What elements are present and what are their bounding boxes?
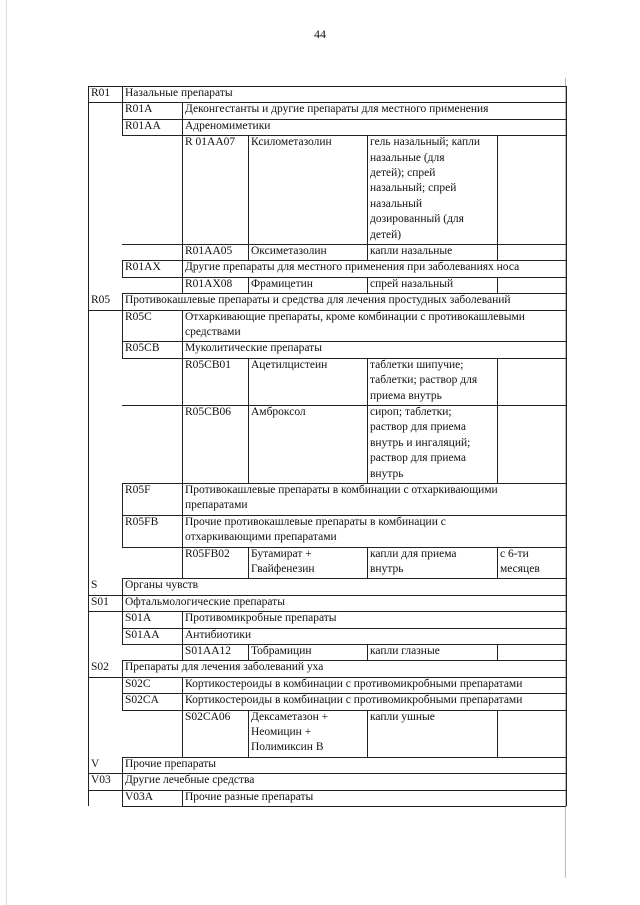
table-rule — [182, 483, 183, 515]
atx-group-name: Назальные препараты — [125, 87, 233, 99]
dosage-form-line: сироп; таблетки; — [370, 406, 452, 418]
dosage-form-line: назальные (для — [370, 151, 445, 164]
drug-name: Ксилометазолин — [251, 136, 332, 149]
atx-subgroup-code: S02CA — [125, 694, 159, 707]
table-rule — [248, 405, 249, 483]
table-rule — [497, 277, 498, 293]
table-rule — [182, 310, 183, 342]
atx-subgroup-code: R05FB — [125, 515, 159, 528]
atx-subgroup-code: S02C — [125, 677, 151, 690]
atx-subgroup-name: Муколитические препараты — [185, 342, 322, 355]
dosage-form-line: таблетки; раствор для — [370, 374, 478, 387]
table-rule — [122, 515, 123, 547]
atx-subgroup-name: Противомикробные препараты — [185, 612, 337, 625]
atx-group-name: Препараты для лечения заболеваний уха — [125, 661, 324, 674]
table-rule — [122, 341, 123, 357]
atx-code: S01AA12 — [185, 645, 232, 657]
atx-code: R05CB01 — [185, 358, 232, 371]
table-rule — [182, 244, 183, 260]
table-rule — [88, 86, 89, 806]
dosage-form — [367, 135, 497, 244]
table-rule — [122, 595, 123, 611]
atx-group-name: Прочие препараты — [125, 757, 217, 770]
table-rule — [367, 244, 368, 260]
drug-name-line: Полимиксин В — [251, 741, 324, 754]
atx-subgroup-name — [182, 483, 566, 515]
atx-code: R01AX08 — [185, 277, 233, 290]
drug-name — [248, 547, 367, 579]
dosage-form-line: дозированный (для — [370, 213, 464, 226]
drug-name: Ацетилцистеин — [251, 358, 328, 371]
table-rule — [122, 611, 123, 627]
dosage-form — [367, 277, 497, 293]
atx-subgroup-name: Кортикостероиды в комбинации с противомикробными препаратами — [185, 677, 523, 690]
table-rule — [182, 628, 183, 644]
atx-group-name: Противокашлевые препараты и средства для лечения простудных заболеваний — [125, 294, 511, 307]
drug-name: Тобрамицин — [251, 645, 312, 657]
atx-subgroup-code: R05F — [125, 484, 151, 496]
table-rule — [248, 135, 249, 244]
table-rule — [122, 790, 123, 806]
atx-subgroup-code: R05CB — [125, 342, 160, 355]
atx-group-code: S01 — [91, 595, 109, 608]
atx-subgroup-code: V03A — [125, 790, 154, 803]
dosage-form — [367, 405, 497, 483]
dosage-form — [367, 244, 497, 260]
dosage-form-line: гель назальный; капли — [370, 136, 481, 149]
atx-subgroup-name: Прочие разные препараты — [185, 790, 314, 803]
table-rule — [122, 102, 123, 118]
table-rule — [122, 260, 123, 276]
dosage-form — [367, 358, 497, 405]
table-rule — [122, 693, 123, 709]
table-rule — [248, 644, 249, 660]
table-rule — [122, 628, 123, 644]
atx-subgroup-name: Деконгестанты и другие препараты для местного применения — [185, 103, 489, 116]
atx-subgroup-name: Кортикостероиды в комбинации с противомикробными препаратами — [185, 694, 523, 707]
atx-subgroup-name-line: отхаркивающими препаратами — [185, 531, 337, 544]
atx-subgroup-name: Другие препараты для местного применения при заболеваниях носа — [185, 261, 520, 274]
atx-group-code: V03 — [91, 774, 111, 787]
atx-code: S02CA06 — [185, 710, 231, 723]
table-rule — [182, 790, 183, 806]
atx-code: R01AA05 — [185, 245, 233, 257]
table-rule — [122, 578, 123, 594]
table-rule — [182, 677, 183, 693]
table-rule — [367, 710, 368, 757]
dosage-form-line: приема внутрь — [370, 389, 442, 402]
drug-name: Амброксол — [251, 406, 306, 418]
scan-edge-left — [6, 0, 7, 905]
dosage-form-line: капли назальные — [370, 245, 453, 257]
atx-group-code: V — [91, 757, 100, 770]
atx-subgroup-name — [182, 310, 566, 342]
drug-name: Оксиметазолин — [251, 245, 327, 257]
table-rule — [566, 86, 567, 806]
drug-name: Фрамицетин — [251, 277, 313, 290]
table-rule — [122, 677, 123, 693]
dosage-form-line: спрей назальный — [370, 277, 454, 290]
table-rule — [122, 293, 123, 309]
atx-code: R05FB02 — [185, 547, 230, 560]
table-rule — [367, 358, 368, 405]
drug-name — [248, 710, 367, 757]
atx-subgroup-name-line: препаратами — [185, 499, 248, 512]
table-rule — [248, 358, 249, 405]
table-rule — [367, 644, 368, 660]
drug-name-line: Дексаметазон + — [251, 710, 329, 723]
table-rule — [122, 773, 123, 789]
age-note-line: с 6-ти — [500, 547, 529, 560]
atx-group-code: S — [91, 579, 98, 592]
table-rule — [367, 135, 368, 244]
table-rule — [182, 135, 183, 244]
atx-group-name: Другие лечебные средства — [125, 774, 255, 787]
atx-code: R05CB06 — [185, 406, 232, 418]
table-rule — [122, 660, 123, 676]
table-rule — [182, 277, 183, 293]
atx-subgroup-name-line: средствами — [185, 326, 241, 338]
table-rule — [497, 644, 498, 660]
table-rule — [122, 119, 123, 135]
table-rule — [182, 611, 183, 627]
atx-classification-table — [88, 86, 568, 803]
table-rule — [182, 693, 183, 709]
table-rule — [497, 710, 498, 757]
atx-subgroup-code: S01AA — [125, 628, 160, 641]
table-rule — [497, 358, 498, 405]
atx-group-code: R05 — [91, 294, 111, 307]
drug-name-line: Гвайфенезин — [251, 563, 315, 575]
atx-subgroup-name — [182, 515, 566, 547]
drug-name-line: Неомицин + — [251, 726, 312, 738]
table-rule — [182, 515, 183, 547]
table-rule — [248, 277, 249, 293]
table-rule — [497, 405, 498, 483]
dosage-form — [367, 547, 497, 579]
dosage-form-line: назальный; спрей — [370, 182, 457, 195]
table-rule — [182, 547, 183, 579]
age-note-line: месяцев — [500, 563, 540, 575]
table-rule — [122, 483, 123, 515]
dosage-form — [367, 710, 497, 757]
dosage-form-line: капли для приема — [370, 547, 457, 560]
table-rule — [122, 86, 123, 102]
table-rule — [367, 405, 368, 483]
dosage-form-line: раствор для приема — [370, 452, 466, 465]
table-rule — [367, 277, 368, 293]
table-rule — [182, 119, 183, 135]
table-rule — [248, 547, 249, 579]
atx-group-name: Органы чувств — [125, 579, 199, 592]
table-rule — [182, 644, 183, 660]
table-rule — [248, 710, 249, 757]
dosage-form-line: назальный — [370, 197, 423, 210]
dosage-form — [367, 644, 497, 660]
page-number: 44 — [314, 27, 326, 41]
dosage-form-line: внутрь и ингаляций; — [370, 436, 471, 449]
table-rule — [367, 547, 368, 579]
table-rule — [182, 260, 183, 276]
atx-subgroup-code: R01A — [125, 103, 153, 116]
atx-subgroup-name-line: Отхаркивающие препараты, кроме комбинации с противокашлевыми — [185, 310, 525, 323]
atx-subgroup-code: R05C — [125, 310, 152, 323]
drug-name-line: Бутамират + — [251, 547, 312, 560]
atx-subgroup-name-line: Противокашлевые препараты в комбинации с отхаркивающими — [185, 484, 498, 496]
table-rule — [122, 806, 566, 807]
atx-code: R 01AA07 — [185, 136, 236, 149]
table-rule — [182, 710, 183, 757]
atx-subgroup-code: R01AA — [125, 119, 161, 132]
table-rule — [182, 358, 183, 405]
atx-group-name: Офтальмологические препараты — [125, 595, 285, 608]
atx-subgroup-name: Антибиотики — [185, 628, 252, 641]
atx-group-code: S02 — [91, 661, 109, 674]
table-rule — [182, 102, 183, 118]
dosage-form-line: раствор для приема — [370, 421, 466, 434]
table-rule — [122, 757, 123, 773]
dosage-form-line: детей); спрей — [370, 167, 436, 179]
table-rule — [182, 405, 183, 483]
dosage-form-line: внутрь — [370, 467, 404, 480]
table-rule — [497, 547, 498, 579]
atx-subgroup-name: Адреномиметики — [185, 119, 271, 132]
table-rule — [248, 244, 249, 260]
atx-subgroup-code: S01A — [125, 612, 152, 625]
table-rule — [497, 244, 498, 260]
atx-subgroup-name-line: Прочие противокашлевые препараты в комбинации с — [185, 515, 446, 528]
dosage-form-line: детей) — [370, 228, 402, 241]
table-rule — [497, 135, 498, 244]
atx-subgroup-code: R01AX — [125, 261, 161, 274]
table-rule — [122, 310, 123, 342]
dosage-form-line: капли глазные — [370, 645, 440, 657]
dosage-form-line: таблетки шипучие; — [370, 358, 464, 371]
dosage-form-line: капли ушные — [370, 710, 435, 723]
atx-group-code: R01 — [91, 87, 111, 99]
dosage-form-line: внутрь — [370, 563, 404, 575]
age-note — [497, 547, 566, 579]
table-rule — [182, 341, 183, 357]
